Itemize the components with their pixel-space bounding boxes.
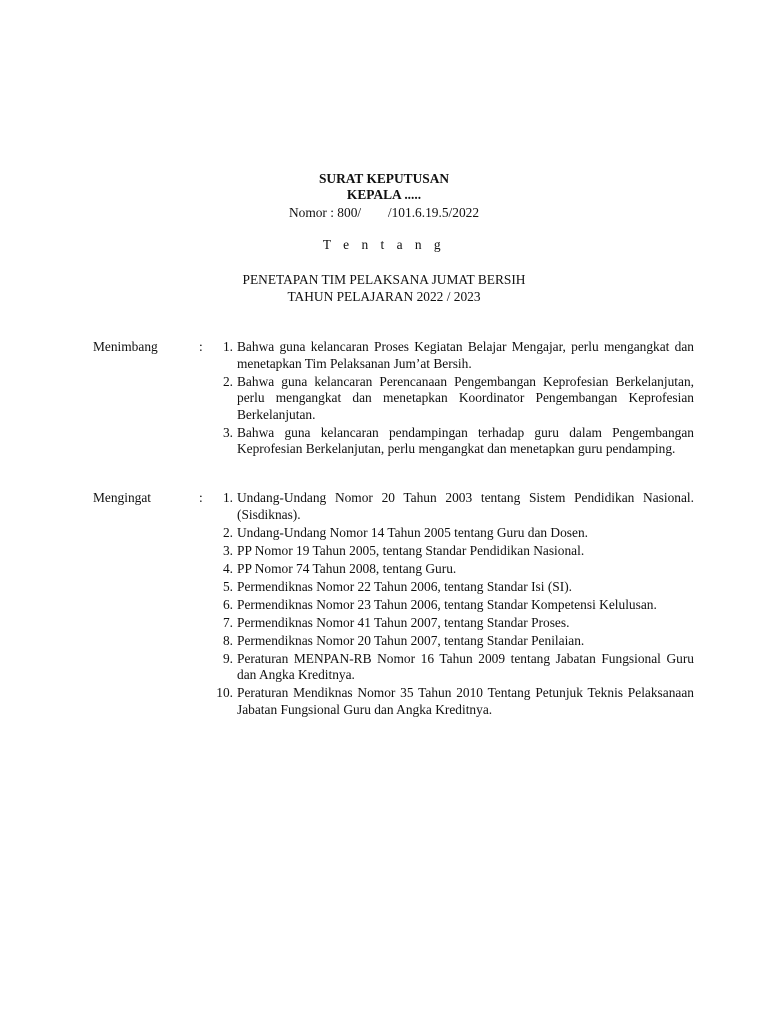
list-item-number: 10.	[216, 685, 233, 700]
list-item-number: 2.	[222, 524, 233, 540]
tentang-heading: T e n t a n g	[322, 237, 446, 252]
list-item-text: Permendiknas Nomor 20 Tahun 2007, tentang Standar Penilaian.	[237, 632, 585, 648]
mengingat-list	[0, 490, 768, 720]
list-item	[0, 633, 768, 650]
list-item-number: 8.	[222, 632, 233, 648]
list-item	[0, 525, 768, 542]
list-item-number: 3.	[222, 424, 233, 440]
list-item	[0, 425, 768, 458]
list-item-number: 2.	[222, 373, 233, 389]
list-item-text: Undang-Undang Nomor 14 Tahun 2005 tentang Guru dan Dosen.	[237, 524, 588, 540]
subject-line-2: TAHUN PELAJARAN 2022 / 2023	[287, 289, 481, 304]
menimbang-label: Menimbang	[93, 339, 158, 354]
list-item-text: Undang-Undang Nomor 20 Tahun 2003 tentang Sistem Pendidikan Nasional. (Sisdiknas).	[237, 490, 694, 522]
list-item-number: 1.	[222, 339, 233, 354]
subject-line-1: PENETAPAN TIM PELAKSANA JUMAT BERSIH	[242, 272, 526, 287]
list-item-number: 9.	[222, 650, 233, 666]
list-item-text: Permendiknas Nomor 22 Tahun 2006, tentang Standar Isi (SI).	[237, 578, 573, 594]
menimbang-list	[0, 339, 768, 459]
list-item	[0, 579, 768, 596]
list-item-text: Permendiknas Nomor 23 Tahun 2006, tentang Standar Kompetensi Kelulusan.	[237, 596, 657, 612]
list-item-text: Peraturan MENPAN-RB Nomor 16 Tahun 2009 tentang Jabatan Fungsional Guru dan Angka Kreditnya.	[237, 650, 694, 682]
list-item	[0, 374, 768, 424]
list-item-number: 7.	[222, 614, 233, 630]
list-item-number: 6.	[222, 596, 233, 612]
list-item-text: Bahwa guna kelancaran Perencanaan Pengembangan Keprofesian Berkelanjutan, perlu mengangkat dan menetapkan Koordinator Pengembangan Keprofesian Berkelanjutan.	[237, 373, 694, 422]
list-item-text: Bahwa guna kelancaran Proses Kegiatan Belajar Mengajar, perlu mengangkat dan menetapkan Tim Pelaksanan Jum’at Bersih.	[237, 339, 694, 371]
list-item	[0, 339, 768, 372]
document-number: Nomor : 800/ /101.6.19.5/2022	[288, 205, 480, 220]
mengingat-label: Mengingat	[93, 490, 152, 505]
document-title: SURAT KEPUTUSAN	[318, 171, 450, 186]
list-item-text: Peraturan Mendiknas Nomor 35 Tahun 2010 Tentang Petunjuk Teknis Pelaksanaan Jabatan Fungsional Guru dan Angka Kreditnya.	[237, 685, 694, 717]
document-subtitle: KEPALA .....	[346, 187, 422, 202]
list-item	[0, 561, 768, 578]
list-item-number: 1.	[222, 490, 233, 505]
list-item-number: 3.	[222, 542, 233, 558]
list-item	[0, 615, 768, 632]
list-item-text: Bahwa guna kelancaran pendampingan terhadap guru dalam Pengembangan Keprofesian Berkelanjutan, perlu mengangkat dan menetapkan guru pendamping.	[237, 424, 694, 456]
list-item-text: PP Nomor 74 Tahun 2008, tentang Guru.	[237, 560, 457, 576]
list-item	[0, 597, 768, 614]
list-item	[0, 651, 768, 684]
list-item-text: PP Nomor 19 Tahun 2005, tentang Standar Pendidikan Nasional.	[237, 542, 585, 558]
list-item-number: 5.	[222, 578, 233, 594]
list-item-text: Permendiknas Nomor 41 Tahun 2007, tentang Standar Proses.	[237, 614, 570, 630]
list-item	[0, 543, 768, 560]
list-item	[0, 490, 768, 523]
list-item	[0, 685, 768, 718]
list-colon: :	[199, 339, 203, 354]
list-colon: :	[199, 490, 203, 505]
list-item-number: 4.	[222, 560, 233, 576]
